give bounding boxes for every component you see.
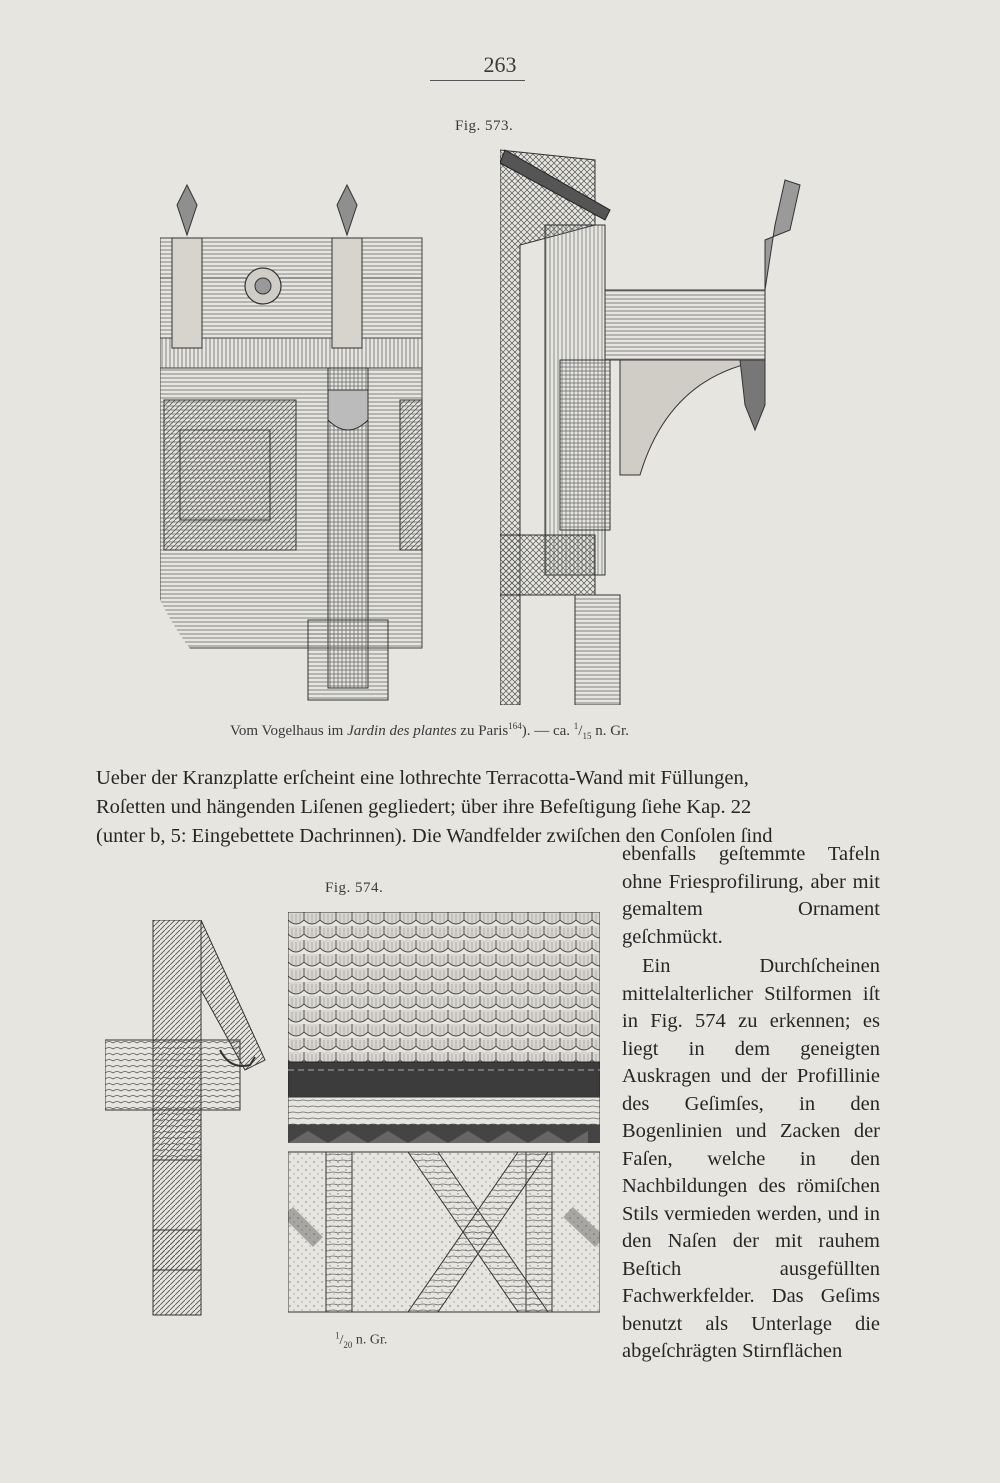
figure-574-elevation-illustration (288, 912, 600, 1314)
scale-fraction: $^1/_{15}$ (573, 721, 592, 741)
header-rule (430, 80, 525, 81)
caption-prefix: Vom Vogelhaus im (230, 723, 348, 739)
paragraph-1-line-3: (unter b, 5: Eingebettete Dachrinnen). Die Wandfelder zwiſchen den Conſolen ſind (96, 825, 773, 847)
figure-574-section-illustration (105, 920, 270, 1320)
figure-573-elevation-illustration (160, 180, 425, 705)
paragraph-1-line-1: Ueber der Kranzplatte erſcheint eine lothrechte Terracotta-Wand mit Füllungen, (96, 767, 749, 789)
figure-574-scale (335, 1330, 387, 1349)
paragraph-1-continuation: ebenfalls geſtemmte Tafeln ohne Friesprofilirung, aber mit gemaltem Ornament geſchmückt. (622, 843, 880, 948)
scale-fraction: $^1/_{20}$ (335, 1330, 353, 1350)
page-number: 263 (483, 52, 517, 77)
scale-unit: n. Gr. (591, 723, 629, 739)
side-text-column (622, 841, 880, 1366)
figure-573-caption (230, 721, 629, 741)
caption-italic-place: Jardin des plantes (347, 723, 457, 739)
paragraph-2: Ein Durchſcheinen mittelalterlicher Stilformen iſt in Fig. 574 zu erkennen; es liegt in dem geneigten Auskragen und der Profillinie des Geſimſes, in den Bogenlinien und Zacken der Faſen, welche in den Nachbildungen des römiſchen Stils vermieden werden, und in den Naſen der mit rauhem Beſtich ausgefüllten Fachwerkfelder. Das Geſims benutzt als Unterlage die abgeſchrägten Stirnflächen (622, 955, 880, 1362)
figure-573-section-illustration (500, 145, 820, 705)
scale-unit: n. Gr. (352, 1332, 388, 1348)
figure-573-label: Fig. 573. (455, 118, 514, 134)
caption-place: zu Paris (456, 723, 509, 739)
figure-574-label: Fig. 574. (325, 880, 384, 896)
caption-suffix: ). — ca. (521, 723, 574, 739)
footnote-ref: 164 (508, 721, 522, 731)
paragraph-1-line-2: Roſetten und hängenden Liſenen gegliedert; über ihre Befeſtigung ſiehe Kap. 22 (96, 796, 752, 818)
